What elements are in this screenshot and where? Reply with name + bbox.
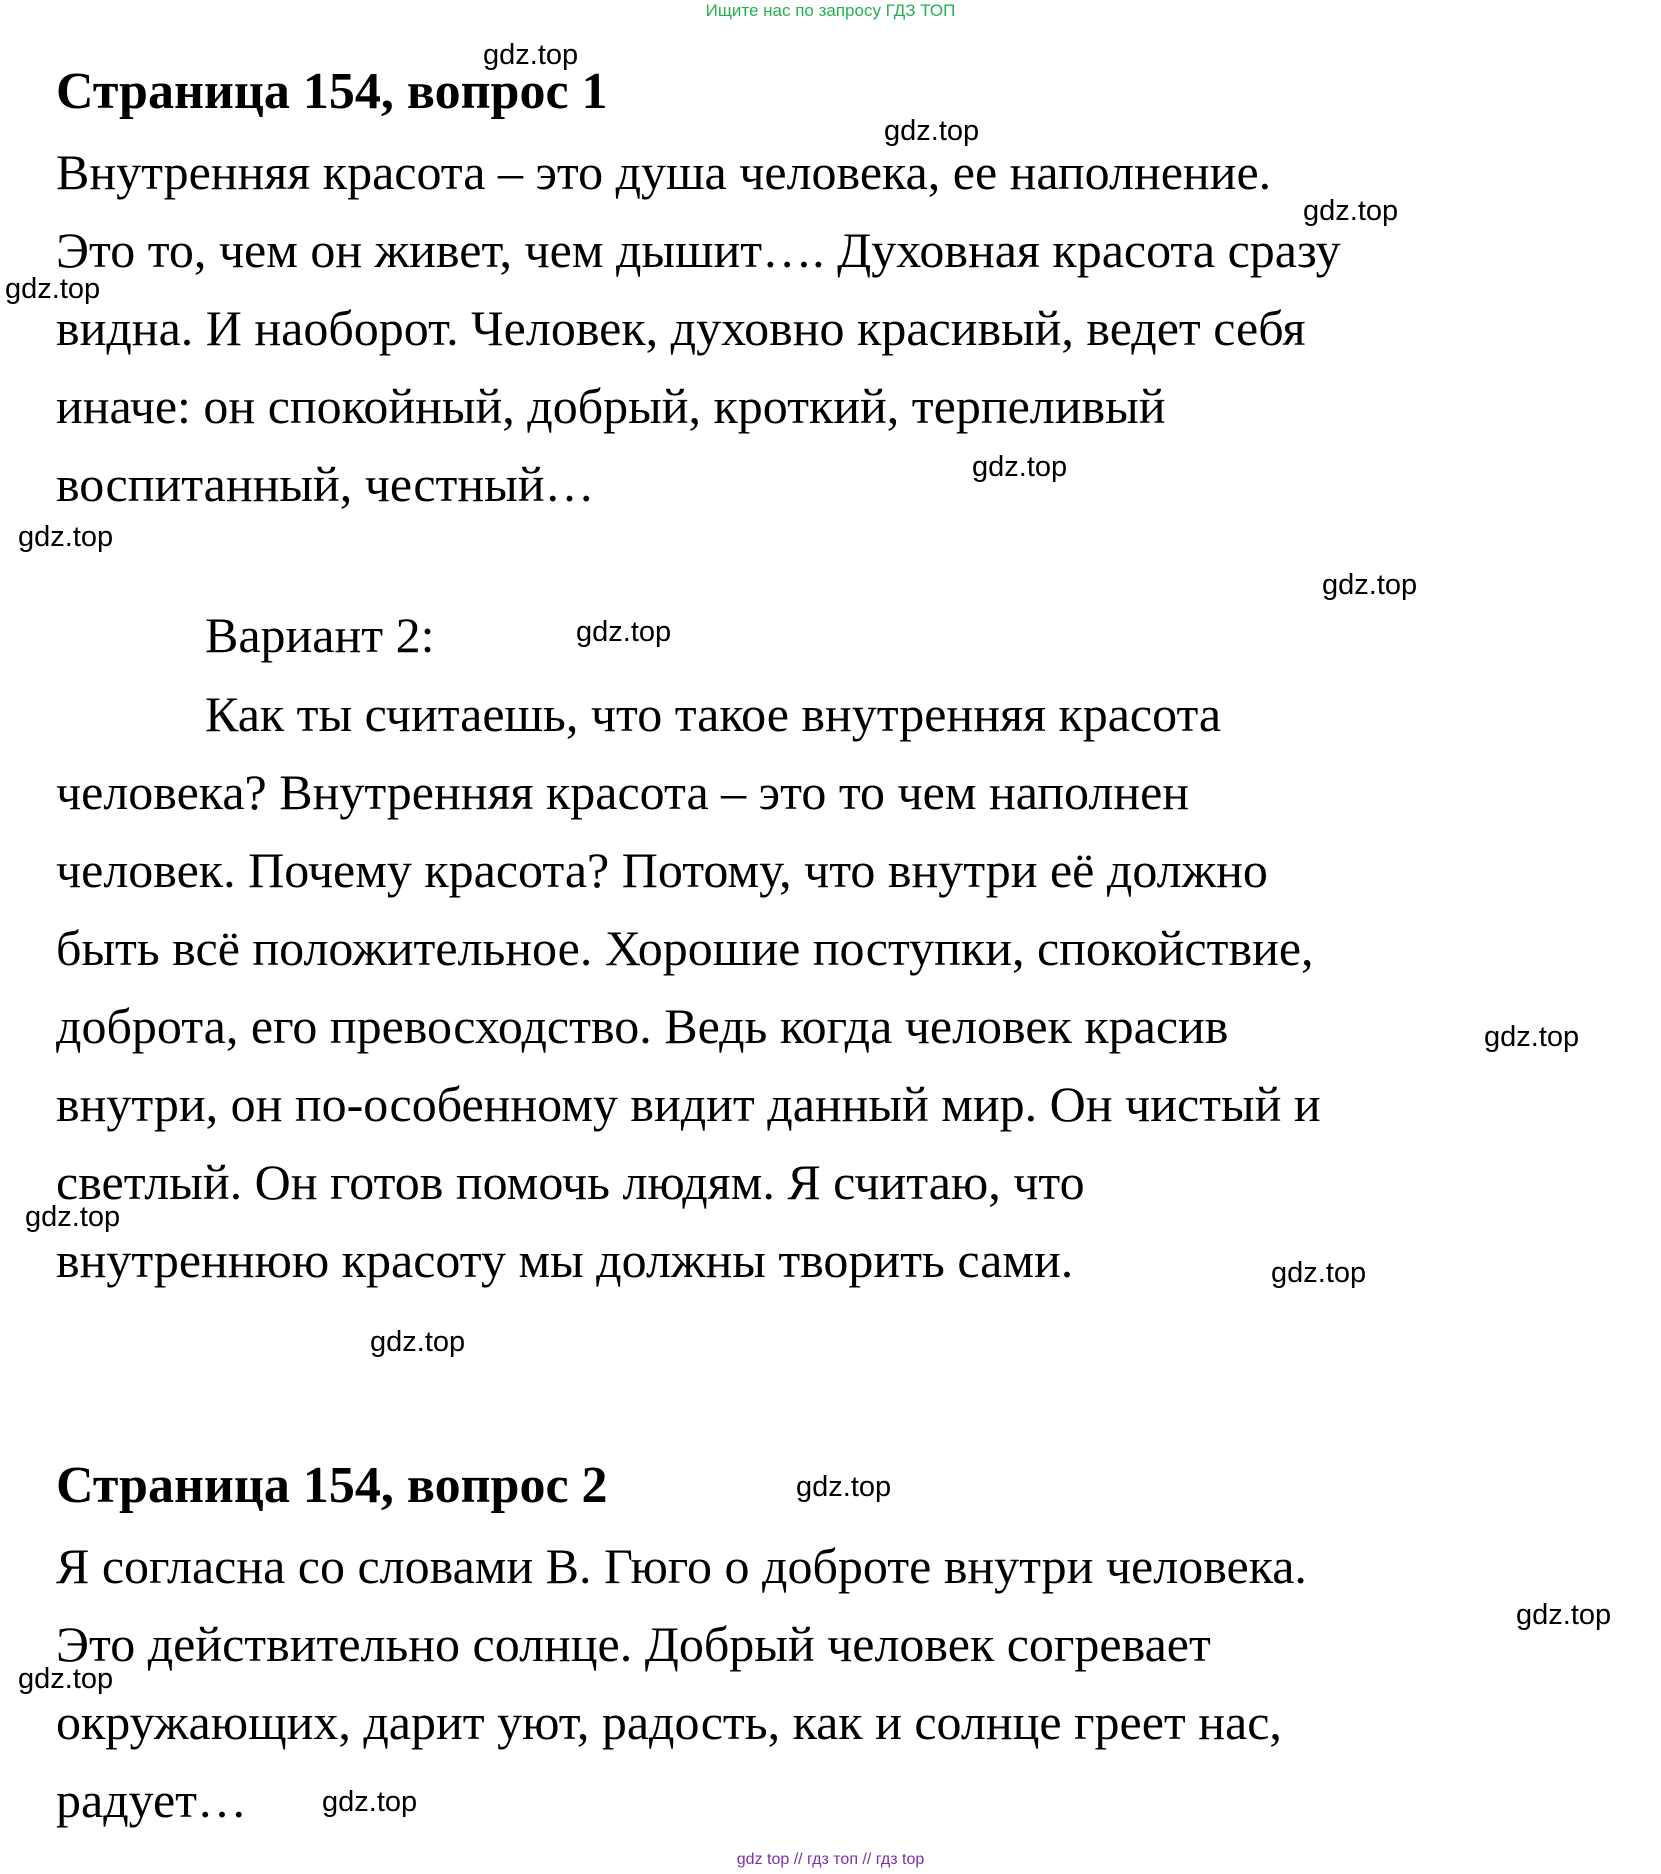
watermark: gdz.top <box>972 451 1068 483</box>
variant2-label: Вариант 2: <box>205 607 435 663</box>
watermark: gdz.top <box>322 1786 418 1818</box>
watermark: gdz.top <box>370 1326 466 1358</box>
variant2-line: человек. Почему красота? Потому, что внутри её должно <box>56 842 1268 898</box>
variant2-line: Как ты считаешь, что такое внутренняя красота <box>205 686 1222 742</box>
section2-line: Это действительно солнце. Добрый человек согревает <box>56 1616 1211 1672</box>
section1-line: иначе: он спокойный, добрый, кроткий, терпеливый <box>56 378 1166 434</box>
top-banner: Ищите нас по запросу ГДЗ ТОП <box>705 1 956 20</box>
section1-line: Это то, чем он живет, чем дышит…. Духовная красота сразу <box>56 222 1341 278</box>
section1-line: видна. И наоборот. Человек, духовно красивый, ведет себя <box>56 300 1306 356</box>
watermark: gdz.top <box>796 1471 892 1503</box>
watermark: gdz.top <box>576 616 672 648</box>
watermark: gdz.top <box>1271 1257 1367 1289</box>
variant2-line: доброта, его превосходство. Ведь когда человек красив <box>56 998 1229 1054</box>
watermark: gdz.top <box>1484 1021 1580 1053</box>
variant2-line: человека? Внутренняя красота – это то чем наполнен <box>56 764 1190 820</box>
watermark: gdz.top <box>25 1201 121 1233</box>
section2-line: окружающих, дарит уют, радость, как и солнце греет нас, <box>56 1694 1282 1750</box>
section2-heading: Страница 154, вопрос 2 <box>56 1457 608 1514</box>
watermark: gdz.top <box>483 39 579 71</box>
variant2-line: внутри, он по-особенному видит данный мир. Он чистый и <box>56 1076 1321 1132</box>
footer-banner: gdz top // гдз топ // гдз top <box>736 1851 925 1868</box>
section1-heading: Страница 154, вопрос 1 <box>56 63 608 120</box>
watermark: gdz.top <box>18 521 114 553</box>
watermark: gdz.top <box>1303 195 1399 227</box>
section1-line: воспитанный, честный… <box>56 456 595 512</box>
variant2-line: быть всё положительное. Хорошие поступки, спокойствие, <box>56 920 1314 976</box>
section2-line: Я согласна со словами В. Гюго о доброте внутри человека. <box>56 1538 1307 1594</box>
section1-line: Внутренняя красота – это душа человека, ее наполнение. <box>56 144 1272 200</box>
watermark: gdz.top <box>5 273 101 305</box>
watermark: gdz.top <box>1322 569 1418 601</box>
variant2-line: светлый. Он готов помочь людям. Я считаю, что <box>56 1154 1085 1210</box>
variant2-line: внутреннюю красоту мы должны творить сами. <box>56 1232 1074 1288</box>
watermark: gdz.top <box>18 1663 114 1695</box>
watermark: gdz.top <box>884 115 980 147</box>
watermark: gdz.top <box>1516 1599 1612 1631</box>
section2-line: радует… <box>56 1772 248 1828</box>
